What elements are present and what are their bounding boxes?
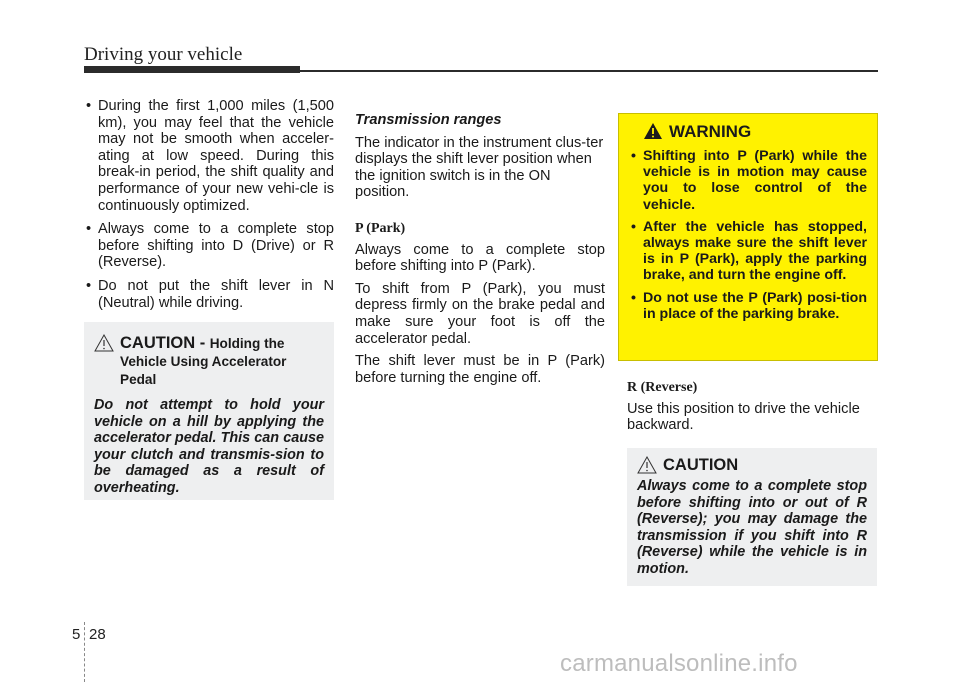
transmission-intro: The indicator in the instrument clus-ter displays the shift lever position when the ignition switch is in the ON position. — [355, 134, 604, 201]
park-paragraph-3: The shift lever must be in P (Park) before turning the engine off. — [355, 353, 605, 386]
chapter-number: 5 — [72, 626, 81, 643]
column-middle — [355, 112, 605, 392]
caution-subtitle: Holding the Vehicle Using Accelerator Pedal — [120, 336, 287, 387]
header-rule-thin — [300, 70, 878, 72]
warning-triangle-icon — [94, 334, 114, 352]
caution-body: Do not attempt to hold your vehicle on a hill by applying the accelerator pedal. This can cause your clutch and transmis-sion to be damaged as a result of overheating. — [94, 397, 324, 496]
warning-triangle-icon — [643, 122, 663, 140]
list-item: • Shifting into P (Park) while the vehicle is in motion may cause you to lose control of the vehicle. — [629, 148, 867, 213]
warning-header — [643, 122, 867, 142]
reverse-heading: R (Reverse) — [627, 380, 698, 395]
section-title-transmission-ranges: Transmission ranges — [355, 112, 502, 128]
reverse-paragraph: Use this position to drive the vehicle backward. — [627, 400, 860, 434]
column-left — [84, 98, 334, 318]
break-in-bullet-list — [84, 98, 334, 311]
page-header-title: Driving your vehicle — [84, 44, 243, 65]
caution-box-reverse — [627, 448, 877, 586]
watermark: carmanualsonline.info — [560, 650, 798, 677]
header-rule-thick — [84, 66, 300, 73]
warning-bullet-list — [629, 148, 867, 322]
list-item: • Do not use the P (Park) posi-tion in place of the parking brake. — [629, 290, 867, 322]
caution-body: Always come to a complete stop before shifting into or out of R (Reverse); you may damage the transmission if you shift into R (Reverse) while the vehicle is in motion. — [637, 478, 867, 577]
column-right — [627, 380, 877, 440]
caution-header — [94, 334, 324, 389]
warning-title: WARNING — [669, 122, 752, 141]
caution-title: CAUTION — [663, 456, 739, 474]
page-number: 28 — [89, 626, 106, 643]
list-item: • Do not put the shift lever in N (Neutral) while driving. — [84, 278, 334, 311]
caution-header — [637, 456, 867, 474]
list-item: • After the vehicle has stopped, always make sure the shift lever is in P (Park), apply the parking brake, and turn the engine off. — [629, 219, 867, 284]
park-heading: P (Park) — [355, 220, 406, 236]
park-paragraph-1: Always come to a complete stop before shifting into P (Park). — [355, 241, 605, 275]
park-paragraph-2: To shift from P (Park), you must depress firmly on the brake pedal and make sure your foot is off the accelerator pedal. — [355, 280, 605, 347]
warning-triangle-icon — [637, 456, 657, 474]
warning-box-park — [618, 113, 878, 361]
list-item: • During the first 1,000 miles (1,500 km), you may feel that the vehicle may not be smooth when acceler-ating at low speed. During this break-in period, the shift quality and performance of your new vehi-cle is continuously optimized. — [84, 98, 334, 214]
list-item: • Always come to a complete stop before shifting into D (Drive) or R (Reverse). — [84, 221, 334, 271]
caution-title: CAUTION - — [120, 334, 206, 352]
footer-divider — [84, 622, 86, 682]
caution-box-accelerator — [84, 322, 334, 500]
